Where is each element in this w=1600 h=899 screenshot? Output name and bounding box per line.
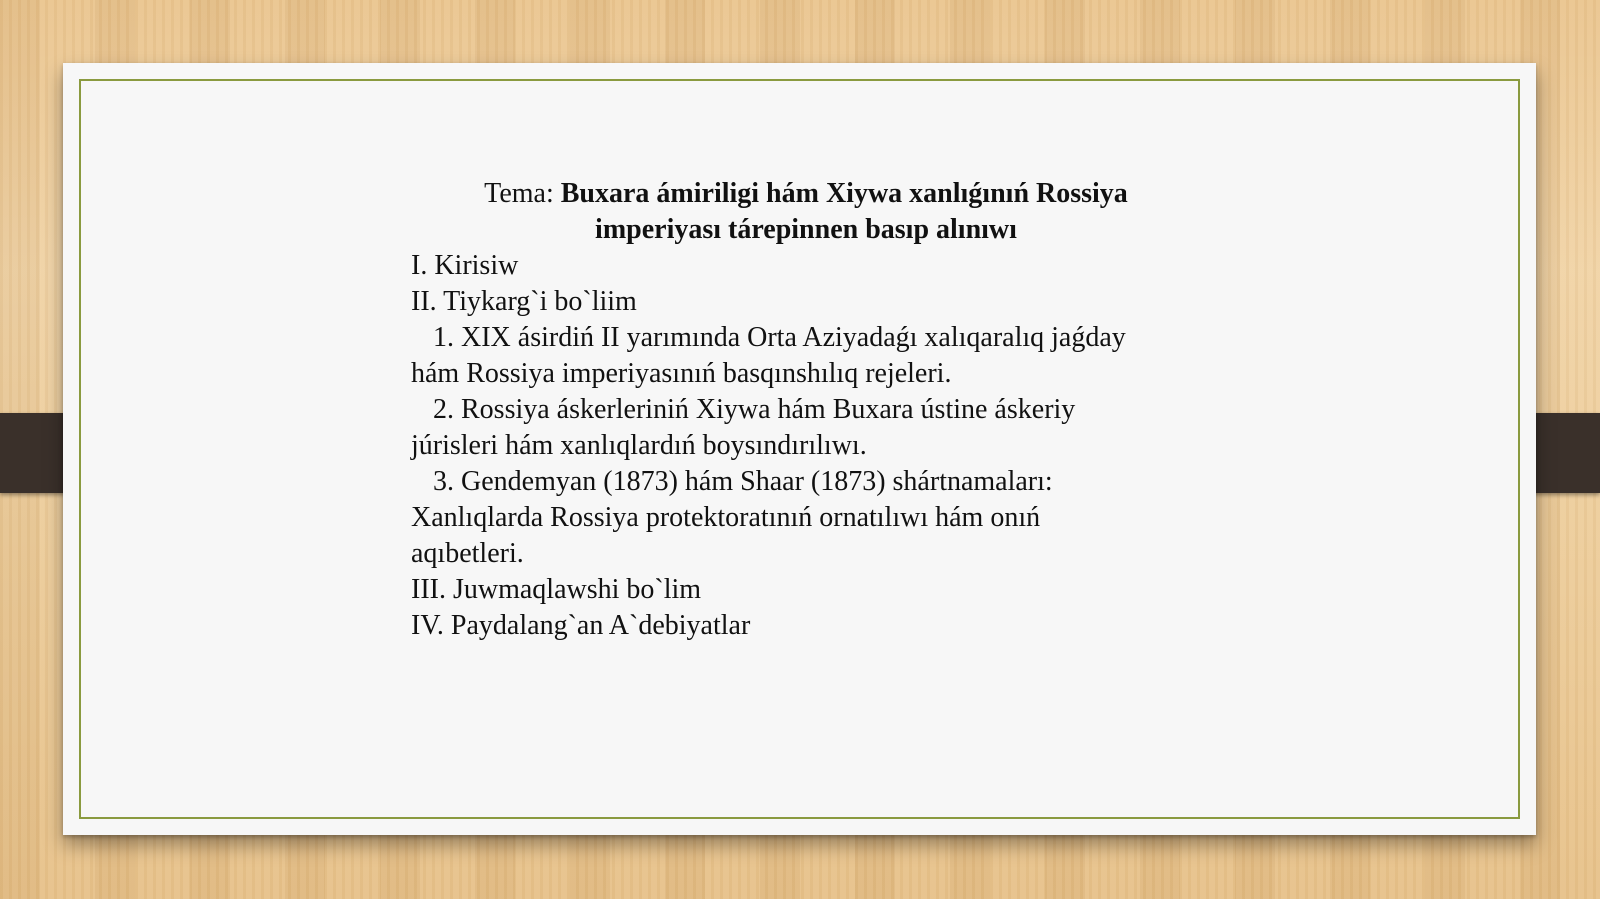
outline-item: IV. Paydalang`an A`debiyatlar	[411, 610, 751, 641]
outline-subitem: 3. Gendemyan (1873) hám Shaar (1873) shártnamaları:	[433, 466, 1053, 497]
outline-subitem: 2. Rossiya áskerleriniń Xiywa hám Buxara ústine áskeriy	[433, 394, 1076, 425]
outline-subitem-continued: Xanlıqlarda Rossiya protektoratınıń ornatılıwı hám onıń	[411, 502, 1041, 533]
title-main-line2: imperiyası tárepinnen basıp alınıwı	[595, 214, 1017, 245]
outline-item: I. Kirisiw	[411, 250, 519, 281]
title-main-line1: Buxara ámiriligi hám Xiywa xanlıǵınıń Rossiya	[560, 178, 1128, 209]
slide-title	[411, 176, 1201, 248]
slide-content	[411, 176, 1201, 644]
outline-item: II. Tiykarg`i bo`liim	[411, 286, 637, 317]
outline-item: III. Juwmaqlawshi bo`lim	[411, 574, 702, 605]
outline-subitem-continued: hám Rossiya imperiyasınıń basqınshılıq rejeleri.	[411, 358, 952, 389]
outline-subitem-continued: júrisleri hám xanlıqlardıń boysındırılıwı.	[411, 430, 867, 461]
outline-subitem: 1. XIX ásirdiń II yarımında Orta Aziyadaǵı xalıqaralıq jaǵday	[433, 322, 1126, 353]
title-prefix: Tema:	[484, 178, 561, 209]
outline-subitem-continued: aqıbetleri.	[411, 538, 524, 569]
